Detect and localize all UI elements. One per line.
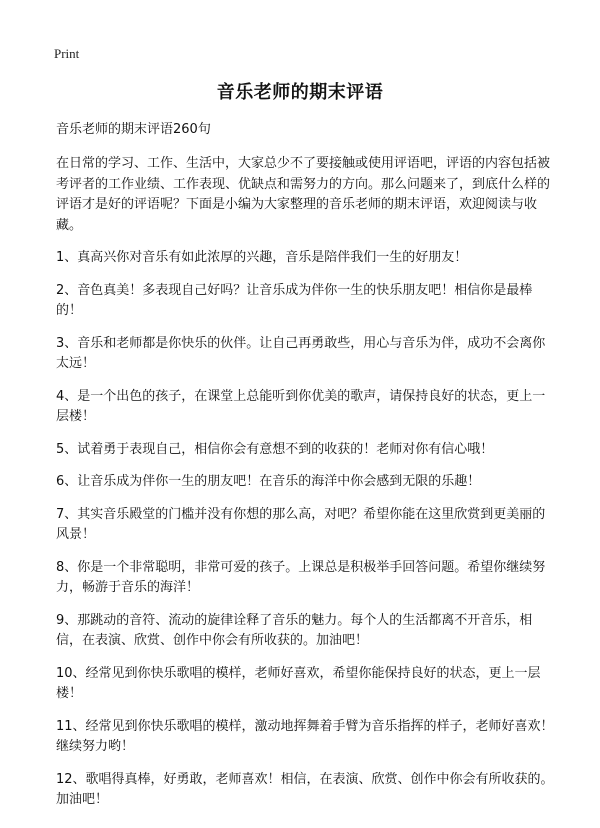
comment-item-7: 7、其实音乐殿堂的门槛并没有你想的那么高，对吧？希望你能在这里欣赏到更美丽的风景！ bbox=[56, 506, 546, 542]
comment-item-1: 1、真高兴你对音乐有如此浓厚的兴趣，音乐是陪伴我们一生的好朋友！ bbox=[56, 250, 468, 265]
comment-item-3: 3、音乐和老师都是你快乐的伙伴。让自己再勇敢些，用心与音乐为伴，成功不会离你太远！ bbox=[56, 335, 546, 371]
intro-paragraph: 在日常的学习、工作、生活中，大家总少不了要接触或使用评语吧，评语的内容包括被考评者的工作业绩、工作表现、优缺点和需努力的方向。那么问题来了，到底什么样的评语才是好的评语呢？下面是小编为大家整理的音乐老师的期末评语，欢迎阅读与收藏。 bbox=[56, 156, 551, 233]
print-link[interactable]: Print bbox=[54, 46, 80, 61]
page-title: 音乐老师的期末评语 bbox=[216, 82, 384, 103]
comment-item-5: 5、试着勇于表现自己，相信你会有意想不到的收获的！老师对你有信心哦！ bbox=[56, 441, 494, 457]
comment-item-12: 12、歌唱得真棒，好勇敢，老师喜欢！相信，在表演、欣赏、创作中你会有所收获的。加油吧！ bbox=[56, 771, 554, 807]
article-body bbox=[56, 120, 554, 823]
comment-item-9: 9、那跳动的音符、流动的旋律诠释了音乐的魅力。每个人的生活都离不开音乐，相信，在表演、欣赏、创作中你会有所收获的。加油吧！ bbox=[56, 612, 533, 648]
comment-item-10: 10、经常见到你快乐歌唱的模样，老师好喜欢，希望你能保持良好的状态，更上一层楼！ bbox=[56, 665, 541, 701]
article-subtitle: 音乐老师的期末评语260句 bbox=[56, 122, 211, 137]
comment-item-2: 2、音色真美！多表现自己好吗？让音乐成为伴你一生的快乐朋友吧！相信你是最棒的！ bbox=[56, 282, 533, 318]
comment-item-8: 8、你是一个非常聪明，非常可爱的孩子。上课总是积极举手回答问题。希望你继续努力，畅游于音乐的海洋！ bbox=[56, 559, 546, 595]
comment-item-11: 11、经常见到你快乐歌唱的模样，激动地挥舞着手臂为音乐指挥的样子，老师好喜欢！继续努力哟！ bbox=[56, 718, 554, 754]
comment-item-6: 6、让音乐成为伴你一生的朋友吧！在音乐的海洋中你会感到无限的乐趣！ bbox=[56, 474, 481, 489]
comment-item-4: 4、是一个出色的孩子，在课堂上总能听到你优美的歌声，请保持良好的状态，更上一层楼！ bbox=[56, 388, 546, 424]
